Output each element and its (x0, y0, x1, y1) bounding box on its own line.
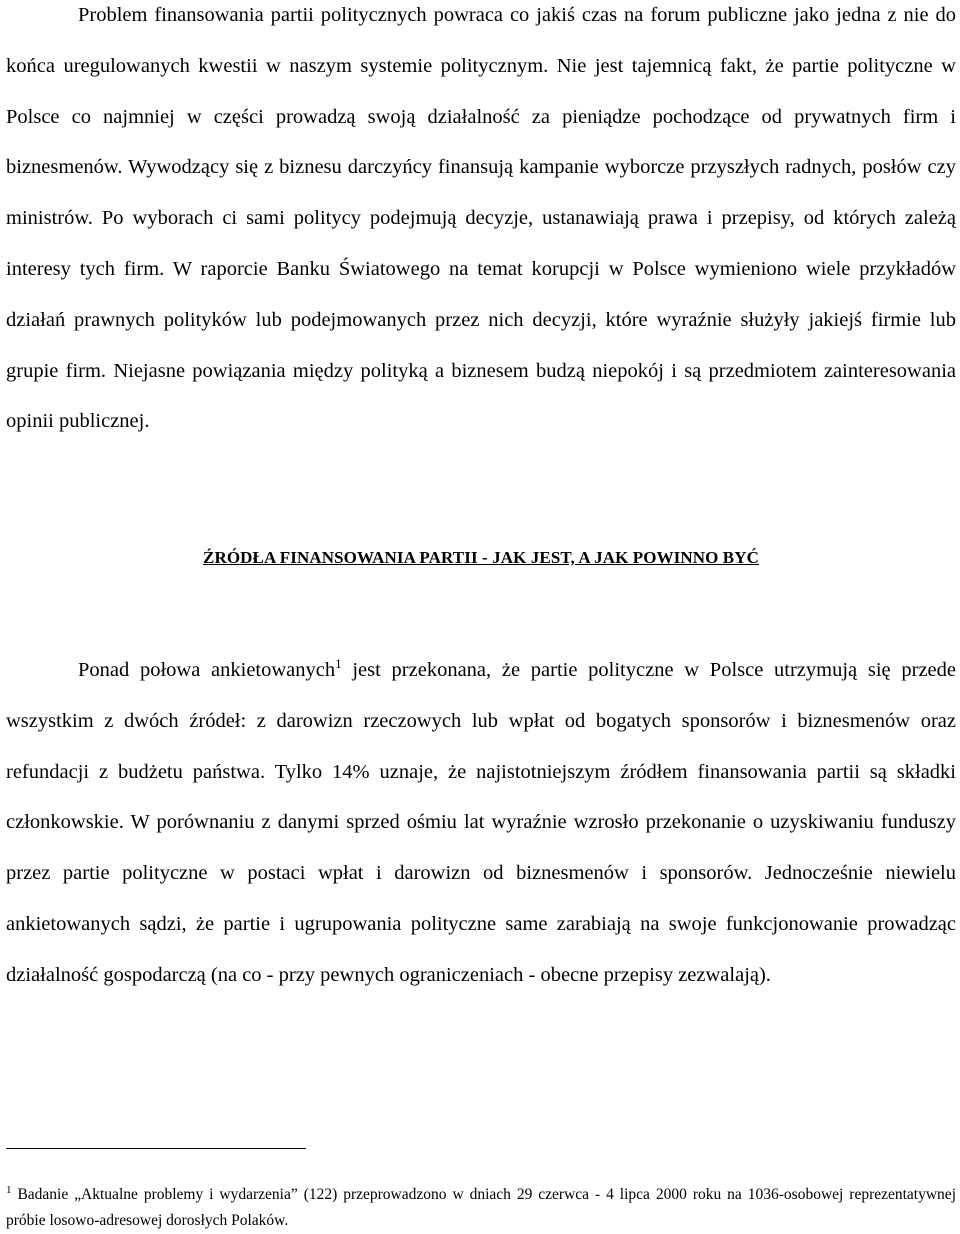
footnote-mark: 1 (6, 1183, 12, 1196)
paragraph-lead-text: Ponad połowa ankietowanych (78, 659, 336, 681)
footnote (6, 1182, 956, 1234)
footnote-reference[interactable]: 1 (335, 656, 342, 672)
section-heading: ŹRÓDŁA FINANSOWANIA PARTII - JAK JEST, A JAK POWINNO BYĆ (203, 548, 759, 567)
paragraph-rest-text: jest przekonana, że partie polityczne w Polsce utrzymują się przede wszystkim z dwóch źródeł: z darowizn rzeczowych lub wpłat od bogatych sponsorów i biznesmenów oraz refundacji z budżetu państwa. Tylko 14% uznaje, że najistotniejszym źródłem finansowania partii są składki członkowskie. W porównaniu z danymi sprzed ośmiu lat wyraźnie wzrosło przekonanie o uzyskiwaniu funduszy przez partie polityczne w postaci wpłat i darowizn od biznesmenów i sponsorów. Jednocześnie niewielu ankietowanych sądzi, że partie i ugrupowania polityczne same zarabiają na swoje funkcjonowanie prowadząc działalność gospodarczą (na co - przy pewnych ograniczeniach - obecne przepisy zezwalają). (6, 659, 956, 986)
body-paragraph-intro: Problem finansowania partii politycznych powraca co jakiś czas na forum publiczne jako jedna z nie do końca uregulowanych kwestii w naszym systemie politycznym. Nie jest tajemnicą fakt, że partie polityczne w Polsce co najmniej w części prowadzą swoją działalność za pieniądze pochodzące od prywatnych firm i biznesmenów. Wywodzący się z biznesu darczyńcy finansują kampanie wyborcze przyszłych radnych, posłów czy ministrów. Po wyborach ci sami politycy podejmują decyzje, ustanawiają prawa i przepisy, od których zależą interesy tych firm. W raporcie Banku Światowego na temat korupcji w Polsce wymieniono wiele przykładów działań prawnych polityków lub podejmowanych przez nich decyzji, które wyraźnie służyły jakiejś firmie lub grupie firm. Niejasne powiązania między polityką a biznesem budzą niepokój i są przedmiotem zainteresowania opinii publicznej. (6, 4, 956, 433)
body-paragraph-survey (6, 645, 956, 1001)
footnote-separator (6, 1148, 306, 1149)
footnote-text: Badanie „Aktualne problemy i wydarzenia” (122) przeprowadzono w dniach 29 czerwca - 4 lipca 2000 roku na 1036-osobowej reprezentatywnej próbie losowo-adresowej dorosłych Polaków. (6, 1186, 956, 1229)
